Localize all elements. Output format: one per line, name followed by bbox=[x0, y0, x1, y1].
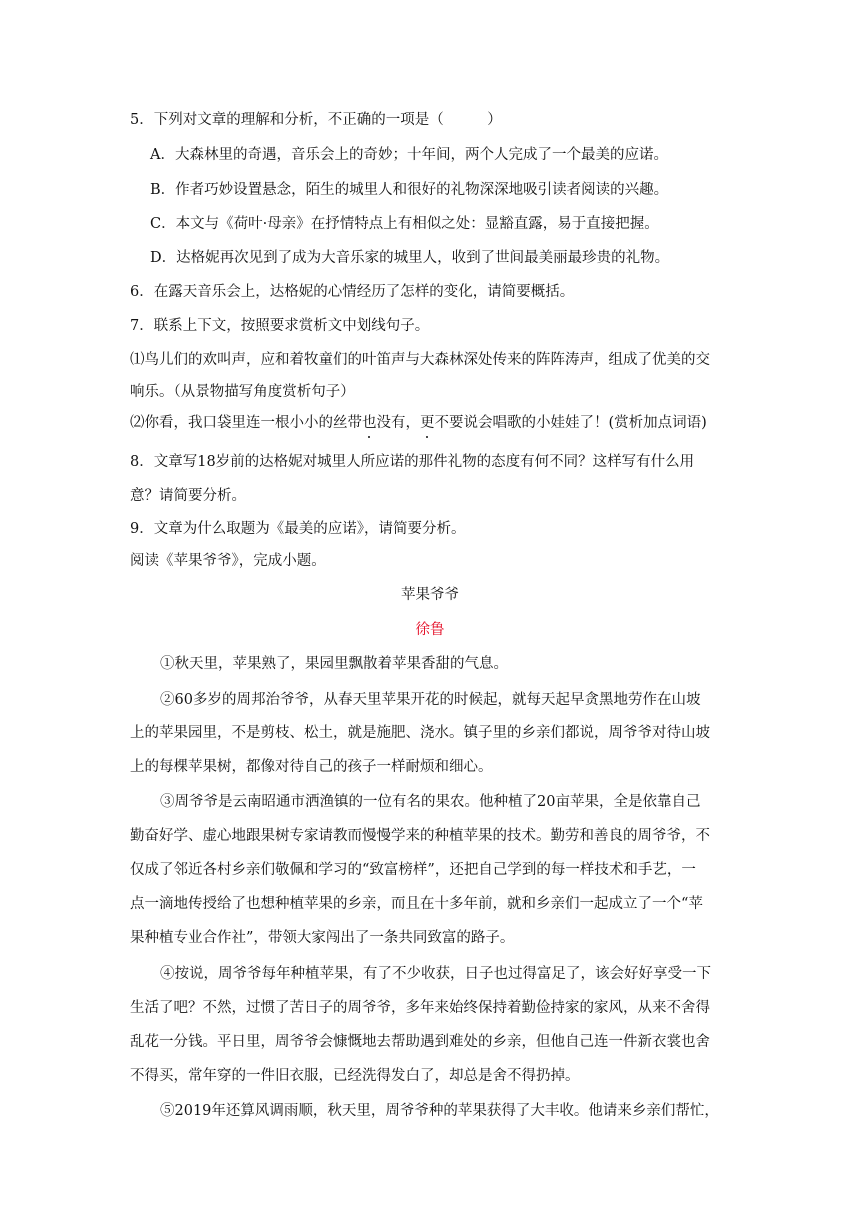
article-author: 徐鲁 bbox=[415, 622, 445, 638]
paragraph-2-line-3: 上的每棵苹果树，都像对待自己的孩子一样耐烦和细心。 bbox=[130, 759, 493, 775]
dotted-word-ye: 也 bbox=[362, 415, 377, 431]
paragraph-4-line-2: 生活了吧？不然，过惯了苦日子的周爷爷，多年来始终保持着勤俭持家的家风，从来不舍得 bbox=[130, 1000, 710, 1016]
paragraph-3-line-3: 仅成了邻近各村乡亲们敬佩和学习的“致富榜样”，还把自己学到的每一样技术和手艺，一 bbox=[130, 862, 696, 878]
paragraph-4-line-4: 不得买，常年穿的一件旧衣服，已经洗得发白了，却总是舍不得扔掉。 bbox=[130, 1068, 580, 1084]
article-title: 苹果爷爷 bbox=[401, 587, 459, 603]
paragraph-2-line-1: ②60多岁的周邦治爷爷，从春天里苹果开花的时候起，就每天起早贪黑地劳作在山坡 bbox=[160, 692, 701, 708]
paragraph-3-line-1: ③周爷爷是云南昭通市洒渔镇的一位有名的果农。他种植了20亩苹果，全是依靠自己 bbox=[160, 794, 701, 810]
paragraph-5-line-1: ⑤2019年还算风调雨顺，秋天里，周爷爷种的苹果获得了大丰收。他请来乡亲们帮忙， bbox=[160, 1103, 719, 1119]
question-5-option-a: A．大森林里的奇遇，音乐会上的奇妙；十年间，两个人完成了一个最美的应诺。 bbox=[150, 147, 668, 163]
reading-intro: 阅读《苹果爷爷》，完成小题。 bbox=[130, 553, 326, 569]
question-5-option-c: C．本文与《荷叶·母亲》在抒情特点上有相似之处：显豁直露，易于直接把握。 bbox=[150, 216, 659, 232]
paragraph-3-line-4: 点一滴地传授给了也想种植苹果的乡亲，而且在十多年前，就和乡亲们一起成立了一个“苹 bbox=[130, 896, 703, 912]
question-9: 9．文章为什么取题为《最美的应诺》，请简要分析。 bbox=[130, 521, 466, 537]
question-7-sub-2-part-a: ⑵你看，我口袋里连一根小小的丝带 bbox=[130, 415, 362, 431]
paragraph-2-line-2: 上的苹果园里，不是剪枝、松土，就是施肥、浇水。镇子里的乡亲们都说，周爷爷对待山坡 bbox=[130, 725, 710, 741]
question-7-stem: 7．联系上下文，按照要求赏析文中划线句子。 bbox=[130, 318, 430, 334]
dotted-word-geng: 更 bbox=[420, 415, 435, 431]
question-7-sub-1-line-2: 响乐。（从景物描写角度赏析句子） bbox=[130, 384, 355, 400]
question-7-sub-2 bbox=[130, 413, 707, 433]
question-6: 6．在露天音乐会上，达格妮的心情经历了怎样的变化，请简要概括。 bbox=[130, 284, 575, 300]
question-8-line-1: 8．文章写18岁前的达格妮对城里人所应诺的那件礼物的态度有何不同？这样写有什么用 bbox=[130, 454, 695, 470]
question-8-line-2: 意？请简要分析。 bbox=[130, 488, 246, 504]
paragraph-3-line-2: 勤奋好学、虚心地跟果树专家请教而慢慢学来的种植苹果的技术。勤劳和善良的周爷爷，不 bbox=[130, 828, 710, 844]
paragraph-1-line-1: ①秋天里，苹果熟了，果园里飘散着苹果香甜的气息。 bbox=[160, 656, 508, 672]
question-5-option-d: D．达格妮再次见到了成为大音乐家的城里人，收到了世间最美丽最珍贵的礼物。 bbox=[150, 250, 670, 266]
question-5-option-b: B．作者巧妙设置悬念，陌生的城里人和很好的礼物深深地吸引读者阅读的兴趣。 bbox=[150, 182, 669, 198]
question-7-sub-1-line-1: ⑴鸟儿们的欢叫声，应和着牧童们的叶笛声与大森林深处传来的阵阵涛声，组成了优美的交 bbox=[130, 352, 710, 368]
question-5-stem: 5．下列对文章的理解和分析，不正确的一项是（ ） bbox=[130, 112, 502, 128]
paragraph-4-line-3: 乱花一分钱。平日里，周爷爷会慷慨地去帮助遇到难处的乡亲，但他自己连一件新衣裳也舍 bbox=[130, 1034, 710, 1050]
question-7-sub-2-part-b: 没有， bbox=[376, 415, 420, 431]
question-7-sub-2-part-c: 不要说会唱歌的小娃娃了！(赏析加点词语) bbox=[434, 415, 707, 431]
paragraph-4-line-1: ④按说，周爷爷每年种植苹果，有了不少收获，日子也过得富足了，该会好好享受一下 bbox=[160, 966, 711, 982]
paragraph-3-line-5: 果种植专业合作社”，带领大家闯出了一条共同致富的路子。 bbox=[130, 930, 515, 946]
